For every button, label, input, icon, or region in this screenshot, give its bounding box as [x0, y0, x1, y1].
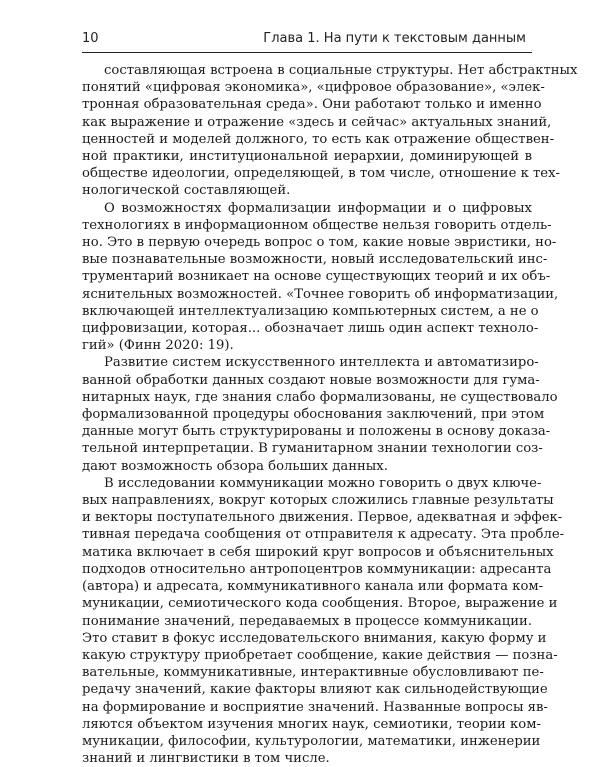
- text-line: тельной интерпретации. В гуманитарном знании технологии соз-: [82, 441, 543, 457]
- text-line: О возможностях формализации информации и о цифровых: [104, 200, 532, 216]
- text-line: ценностей и моделей должного, то есть как отражение обществен-: [82, 131, 555, 147]
- header-rule: [82, 52, 532, 53]
- text-line: ляются объектом изучения многих наук, семиотики, теории ком-: [82, 716, 541, 732]
- paragraph: [82, 62, 578, 200]
- text-line: какую структуру приобретает сообщение, какие действия — позна-: [82, 647, 558, 663]
- text-line: редачу значений, какие факторы влияют как сильнодействующие: [82, 682, 548, 698]
- text-line: нитарных наук, где знания слабо формализованы, не существовало: [82, 389, 558, 405]
- text-line: вательные, коммуникативные, интерактивные обусловливают пе-: [82, 665, 544, 681]
- text-line: В исследовании коммуникации можно говорить о двух ключе-: [104, 475, 542, 491]
- paragraph: [82, 200, 559, 355]
- text-line: данные могут быть структурированы и положены в основу доказа-: [82, 424, 551, 440]
- running-head: [82, 31, 532, 51]
- paragraph: [82, 475, 565, 767]
- text-line: ванной обработки данных создают новые возможности для гума-: [82, 372, 540, 388]
- text-line: тронная образовательная среда». Они работают только и именно: [82, 97, 542, 113]
- text-line: подходов относительно антропоцентров коммуникации: адресанта: [82, 561, 552, 577]
- text-line: как выражение и отражение «здесь и сейчас» актуальных знаний,: [82, 114, 552, 130]
- text-line: составляющая встроена в социальные структуры. Нет абстрактных: [104, 63, 578, 78]
- text-line: ной практики, институциональной иерархии, доминирующей в: [82, 149, 532, 165]
- text-line: понятий «цифровая экономика», «цифровое образование», «элек-: [82, 80, 545, 96]
- text-line: дают возможность обзора больших данных.: [82, 458, 388, 474]
- text-line: вых направлениях, вокруг которых сложились главные результаты: [82, 493, 554, 509]
- text-line: обществе идеологии, определяющей, в том числе, отношение к тех-: [82, 166, 560, 182]
- text-line: гий» (Финн 2020: 19).: [82, 338, 234, 354]
- chapter-title: Глава 1. На пути к текстовым данным: [263, 31, 526, 46]
- text-line: на формирование и восприятие значений. Названные вопросы яв-: [82, 699, 548, 715]
- text-line: но. Это в первую очередь вопрос о том, какие новые эвристики, но-: [82, 235, 557, 251]
- page-number: 10: [82, 31, 99, 46]
- paragraph: [82, 354, 558, 474]
- text-line: технологиях в информационном обществе нельзя говорить отдель-: [82, 217, 552, 233]
- text-line: трументарий возникает на основе существующих теорий и их объ-: [82, 269, 551, 285]
- text-line: включающей интеллектуализацию компьютерных систем, а не о: [82, 303, 539, 319]
- text-line: и векторы поступательного движения. Первое, адекватная и эффек-: [82, 510, 563, 526]
- text-line: цифровизации, которая... обозначает лишь один аспект техноло-: [82, 321, 539, 337]
- text-line: знаний и лингвистики в том числе.: [82, 751, 330, 767]
- text-line: Это ставит в фокус исследовательского внимания, какую форму и: [82, 630, 547, 646]
- text-line: формализованной процедуры обоснования заключений, при этом: [82, 407, 545, 423]
- text-line: нологической составляющей.: [82, 183, 291, 199]
- text-line: понимание значений, передаваемых в процессе коммуникации.: [82, 613, 532, 629]
- text-line: тивная передача сообщения от отправителя к адресату. Эта пробле-: [82, 527, 565, 543]
- text-line: матика включает в себя широкий круг вопросов и объяснительных: [82, 544, 554, 560]
- text-line: вые познавательные возможности, новый исследовательский инс-: [82, 252, 548, 268]
- body-text: [82, 62, 578, 767]
- text-line: (автора) и адресата, коммуникативного канала или формата ком-: [82, 579, 544, 595]
- text-line: Развитие систем искусственного интеллекта и автоматизиро-: [104, 355, 539, 371]
- text-line: муникации, философии, культурологии, математики, инженерии: [82, 733, 541, 749]
- text-line: яснительных возможностей. «Точнее говорить об информатизации,: [82, 286, 559, 302]
- text-line: муникации, семиотического кода сообщения. Второе, выражение и: [82, 596, 558, 612]
